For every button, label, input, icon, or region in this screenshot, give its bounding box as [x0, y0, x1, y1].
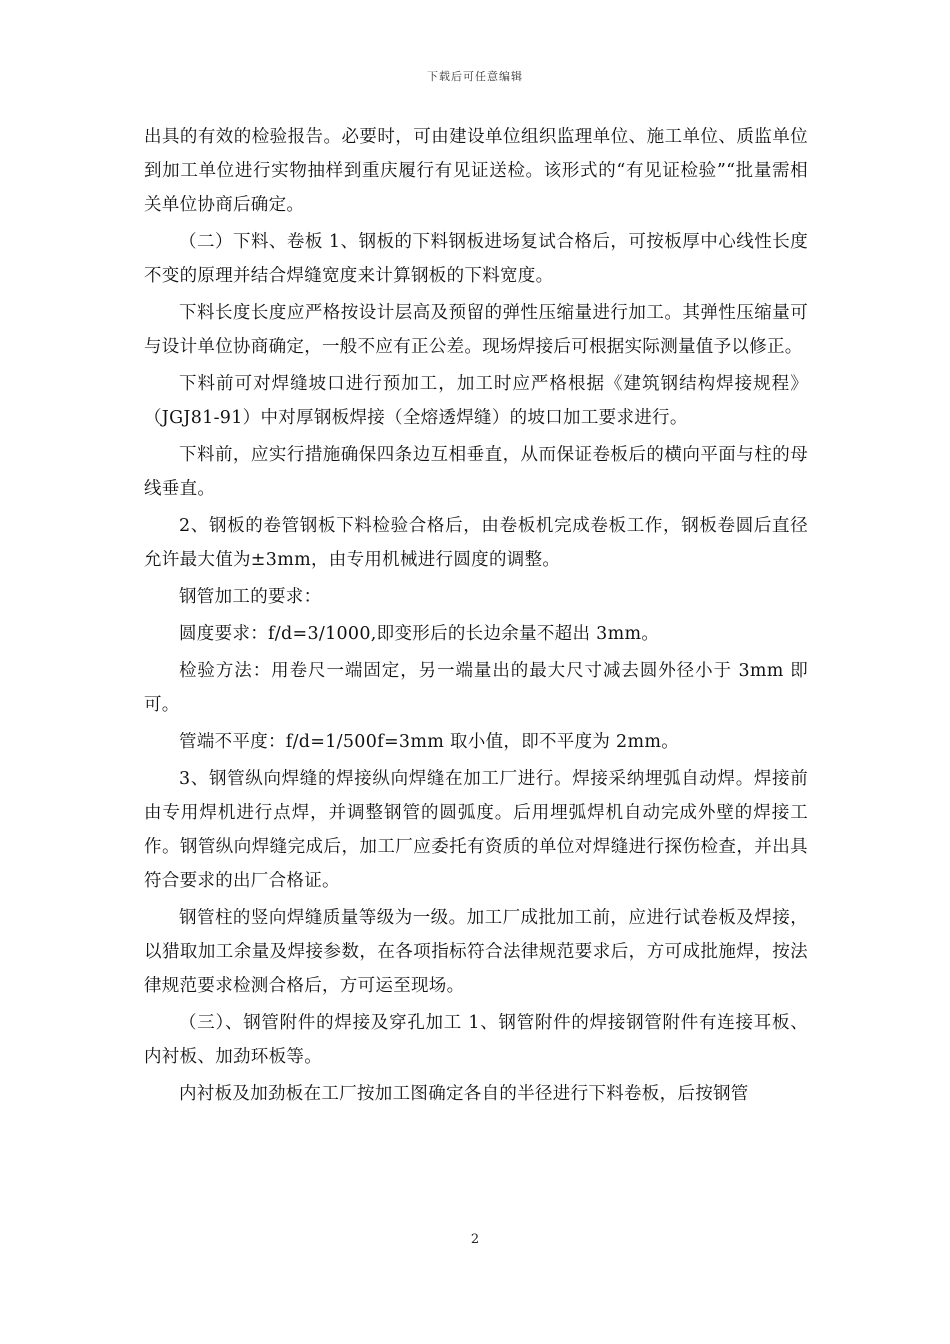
paragraph-pipe-requirements-heading: 钢管加工的要求：	[179, 587, 322, 607]
paragraph-groove-preprocessing: 下料前可对焊缝坡口进行预加工，加工时应严格根据《建筑钢结构焊接规程》（JGJ81-91）中对厚钢板焊接（全熔透焊缝）的坡口加工要求进行。	[144, 374, 808, 428]
paragraph-end-flatness: 管端不平度：f/d=1/500f=3mm 取小值，即不平度为 2mm。	[179, 732, 680, 752]
paragraph-roundness-requirement: 圆度要求：f/d=3/1000,即变形后的长边余量不超出 3mm。	[179, 624, 660, 644]
paragraph-edge-perpendicular: 下料前，应实行措施确保四条边互相垂直，从而保证卷板后的横向平面与柱的母线垂直。	[144, 445, 808, 499]
paragraph-inspection-report: 出具的有效的检验报告。必要时，可由建设单位组织监理单位、施工单位、质监单位到加工单位进行实物抽样到重庆履行有见证送检。该形式的“有见证检验”“批量需相关单位协商后确定。	[144, 127, 808, 215]
paragraph-cutting-length: 下料长度长度应严格按设计层高及预留的弹性压缩量进行加工。其弹性压缩量可与设计单位协商确定，一般不应有正公差。现场焊接后可根据实际测量值予以修正。	[144, 303, 808, 357]
paragraph-cutting-rolling-intro: （二）下料、卷板 1、钢板的下料钢板进场复试合格后，可按板厚中心线性长度不变的原理并结合焊缝宽度来计算钢板的下料宽度。	[144, 232, 808, 286]
page-header: 下载后可任意编辑	[427, 70, 523, 83]
paragraph-vertical-weld-quality: 钢管柱的竖向焊缝质量等级为一级。加工厂成批加工前，应进行试卷板及焊接，以猎取加工余量及焊接参数，在各项指标符合法律规范要求后，方可成批施焊，按法律规范要求检测合格后，方可运至现场。	[144, 908, 808, 996]
paragraph-attachment-welding: （三）、钢管附件的焊接及穿孔加工 1、钢管附件的焊接钢管附件有连接耳板、内衬板、加劲环板等。	[144, 1013, 808, 1067]
paragraph-inspection-method: 检验方法：用卷尺一端固定，另一端量出的最大尺寸减去圆外径小于 3mm 即可。	[144, 661, 808, 715]
paragraph-lining-plate: 内衬板及加劲板在工厂按加工图确定各自的半径进行下料卷板，后按钢管	[179, 1084, 749, 1104]
document-body	[144, 120, 808, 1111]
paragraph-longitudinal-weld: 3、钢管纵向焊缝的焊接纵向焊缝在加工厂进行。焊接采纳埋弧自动焊。焊接前由专用焊机进行点焊，并调整钢管的圆弧度。后用埋弧焊机自动完成外壁的焊接工作。钢管纵向焊缝完成后，加工厂应委托有资质的单位对焊缝进行探伤检查，并出具符合要求的出厂合格证。	[144, 769, 808, 891]
paragraph-pipe-rolling: 2、钢板的卷管钢板下料检验合格后，由卷板机完成卷板工作，钢板卷圆后直径允许最大值为±3mm，由专用机械进行圆度的调整。	[144, 516, 808, 570]
page-number: 2	[470, 1232, 480, 1247]
